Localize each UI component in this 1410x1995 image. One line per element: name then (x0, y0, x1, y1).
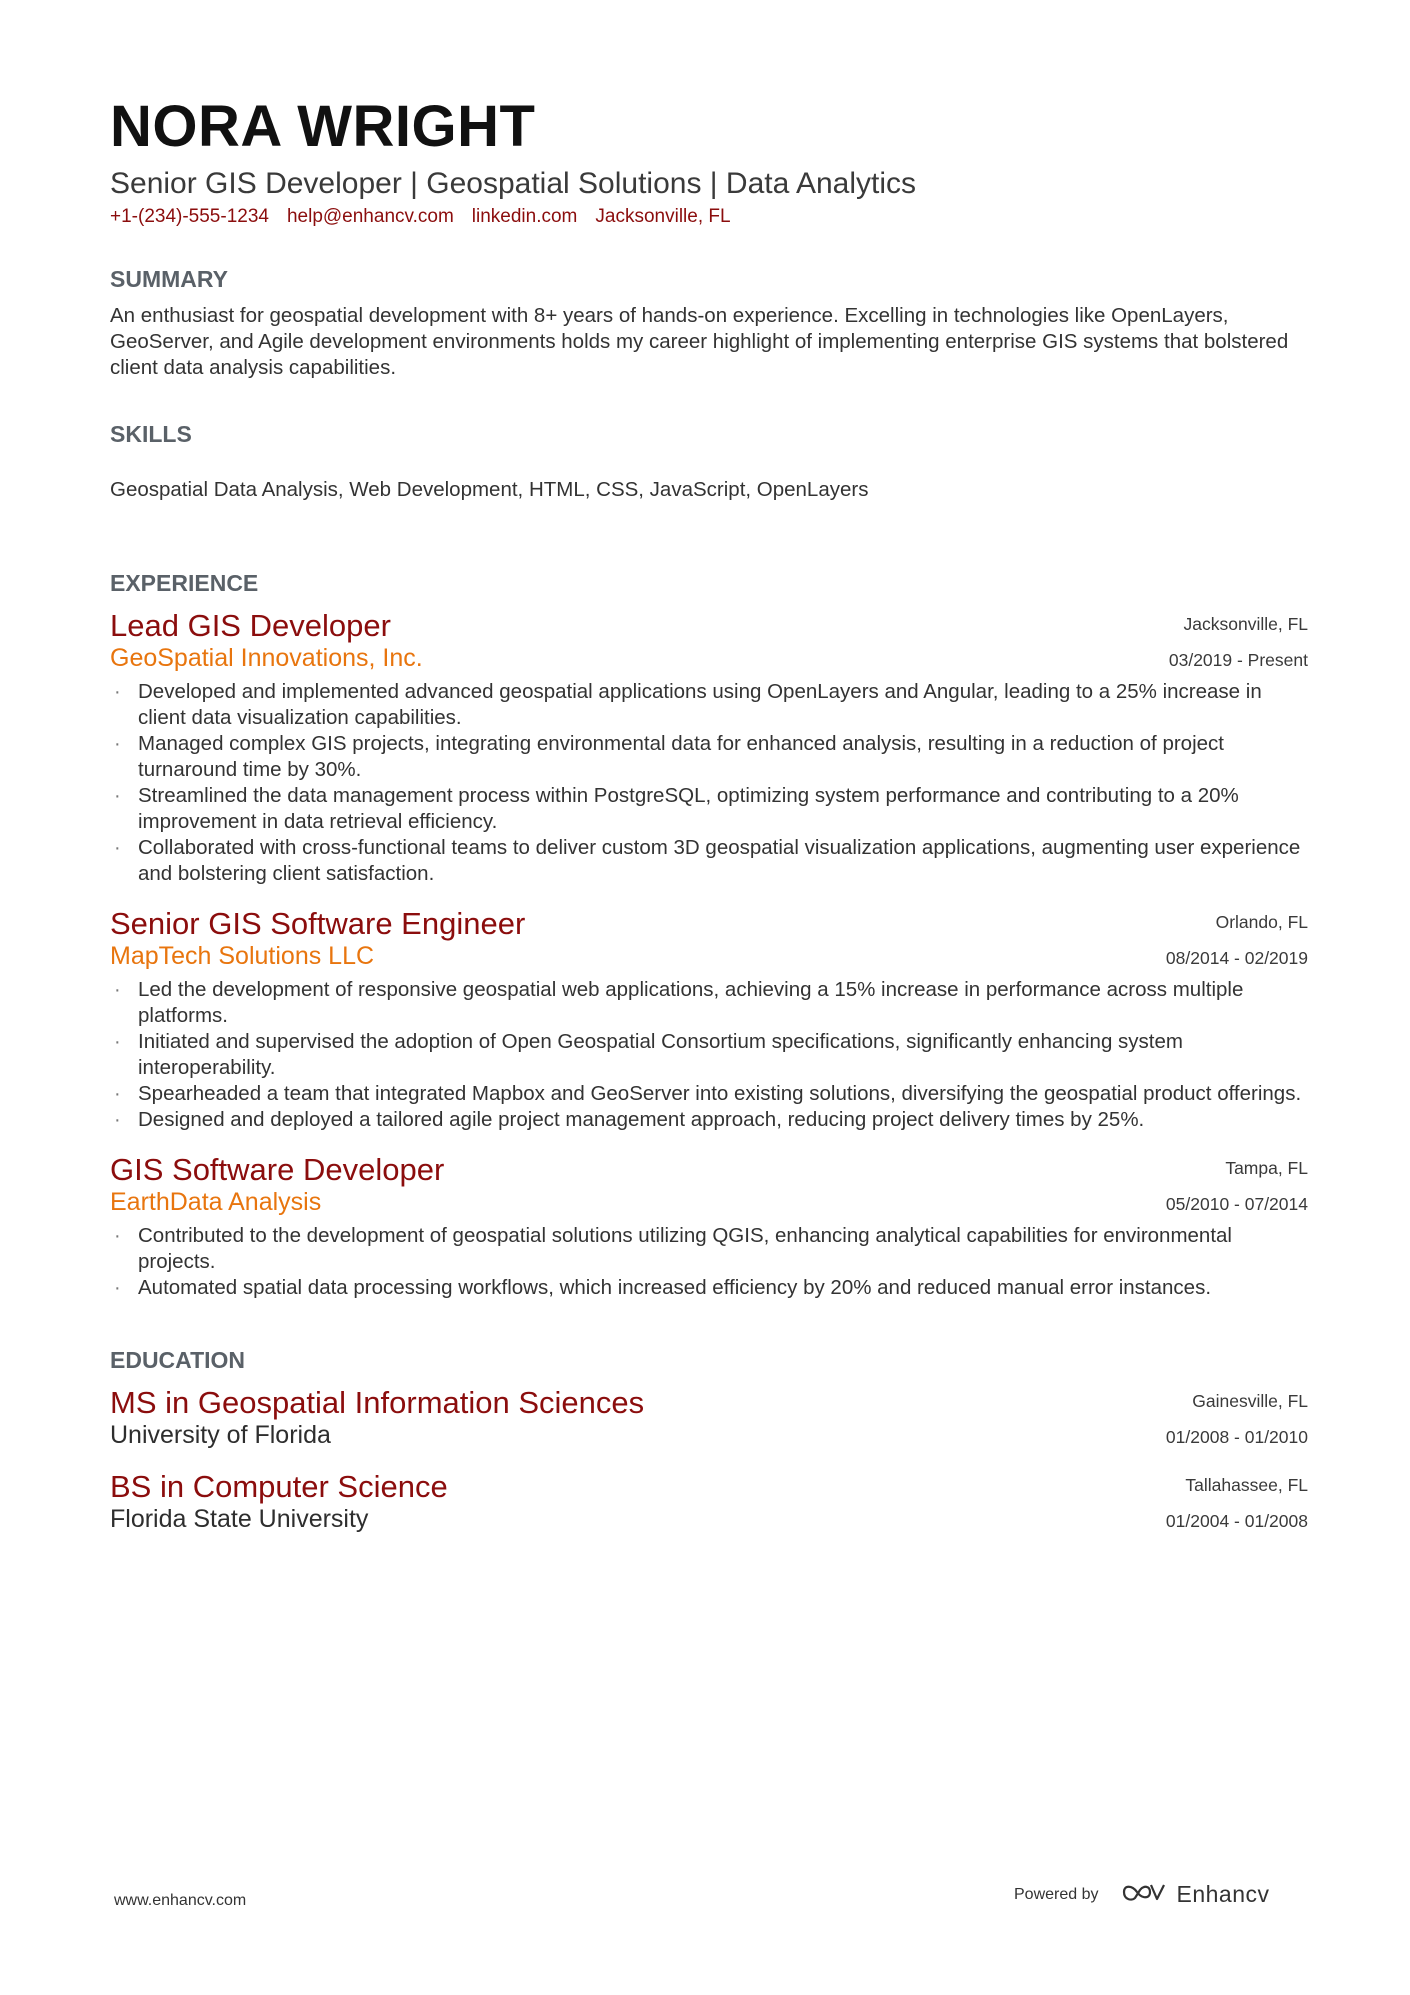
list-item: · Led the development of responsive geospatial web applications, achieving a 15% increase in performance across multiple platforms. (110, 977, 1308, 1029)
education-entry (110, 1386, 1308, 1450)
list-item: · Initiated and supervised the adoption of Open Geospatial Consortium specifications, significantly enhancing system interoperability. (110, 1029, 1308, 1081)
list-item: · Collaborated with cross-functional teams to deliver custom 3D geospatial visualization applications, augmenting user experience and bolstering client satisfaction. (110, 835, 1308, 887)
job-dates: 05/2010 - 07/2014 (1165, 1194, 1308, 1215)
job-bullets (110, 1223, 1308, 1301)
experience-entry (110, 609, 1308, 887)
list-item: · Developed and implemented advanced geospatial applications using OpenLayers and Angular, leading to a 25% increase in client data visualization capabilities. (110, 679, 1308, 731)
contact-bar (110, 206, 1308, 228)
job-bullets (110, 977, 1308, 1133)
brand-link[interactable] (1121, 1880, 1270, 1909)
experience-heading: EXPERIENCE (110, 570, 259, 596)
summary-text: An enthusiast for geospatial development with 8+ years of hands-on experience. Excelling in technologies like OpenLayers, GeoServer, and Agile development environments holds my career highlight of implementing enterprise GIS systems that bolstered client data analysis capabilities. (110, 304, 1289, 379)
company-name: EarthData Analysis (110, 1188, 322, 1217)
contact-phone[interactable]: +1-(234)-555-1234 (110, 206, 269, 227)
education-dates: 01/2008 - 01/2010 (1165, 1427, 1308, 1448)
list-item: · Contributed to the development of geospatial solutions utilizing QGIS, enhancing analytical capabilities for environmental projects. (110, 1223, 1308, 1275)
job-bullets (110, 679, 1308, 887)
job-location: Tampa, FL (1225, 1158, 1308, 1179)
job-title: Lead GIS Developer (110, 608, 391, 643)
resume-page (110, 94, 1308, 1534)
degree-title: BS in Computer Science (110, 1469, 448, 1505)
company-name: GeoSpatial Innovations, Inc. (110, 644, 423, 673)
list-item: · Spearheaded a team that integrated Mapbox and GeoServer into existing solutions, diversifying the geospatial product offerings. (110, 1081, 1308, 1107)
headline: Senior GIS Developer | Geospatial Solutions | Data Analytics (110, 167, 917, 200)
job-title: Senior GIS Software Engineer (110, 906, 526, 942)
contact-email[interactable]: help@enhancv.com (286, 206, 454, 227)
enhancv-logo-icon (1121, 1880, 1167, 1909)
footer-branding (1014, 1880, 1270, 1909)
skills-list: Geospatial Data Analysis, Web Development, HTML, CSS, JavaScript, OpenLayers (110, 478, 869, 501)
footer-website[interactable]: www.enhancv.com (114, 1892, 247, 1909)
company-name: MapTech Solutions LLC (110, 942, 375, 971)
job-title: GIS Software Developer (110, 1152, 445, 1188)
list-item: · Automated spatial data processing workflows, which increased efficiency by 20% and reduced manual error instances. (110, 1275, 1308, 1301)
brand-name: Enhancv (1176, 1881, 1270, 1907)
candidate-name: NORA WRIGHT (110, 94, 536, 159)
list-item: · Streamlined the data management process within PostgreSQL, optimizing system performance and contributing to a 20% improvement in data retrieval efficiency. (110, 783, 1308, 835)
powered-by-label: Powered by (1014, 1885, 1099, 1903)
school-location: Gainesville, FL (1192, 1391, 1308, 1412)
contact-location: Jacksonville, FL (595, 206, 731, 227)
list-item: · Managed complex GIS projects, integrating environmental data for enhanced analysis, resulting in a reduction of project turnaround time by 30%. (110, 731, 1308, 783)
school-location: Tallahassee, FL (1185, 1475, 1308, 1496)
job-location: Orlando, FL (1215, 912, 1308, 933)
school-name: University of Florida (110, 1421, 331, 1450)
summary-heading: SUMMARY (110, 266, 228, 292)
job-dates: 03/2019 - Present (1168, 650, 1308, 671)
job-location: Jacksonville, FL (1183, 614, 1308, 634)
education-entry (110, 1470, 1308, 1534)
list-item: · Designed and deployed a tailored agile project management approach, reducing project delivery times by 25%. (110, 1107, 1308, 1133)
experience-entry (110, 907, 1308, 1133)
education-heading: EDUCATION (110, 1347, 246, 1374)
experience-entry (110, 1153, 1308, 1301)
job-dates: 08/2014 - 02/2019 (1165, 948, 1308, 969)
skills-heading: SKILLS (110, 421, 192, 447)
education-dates: 01/2004 - 01/2008 (1165, 1511, 1308, 1532)
contact-linkedin[interactable]: linkedin.com (471, 206, 578, 227)
degree-title: MS in Geospatial Information Sciences (110, 1385, 645, 1421)
school-name: Florida State University (110, 1505, 369, 1534)
